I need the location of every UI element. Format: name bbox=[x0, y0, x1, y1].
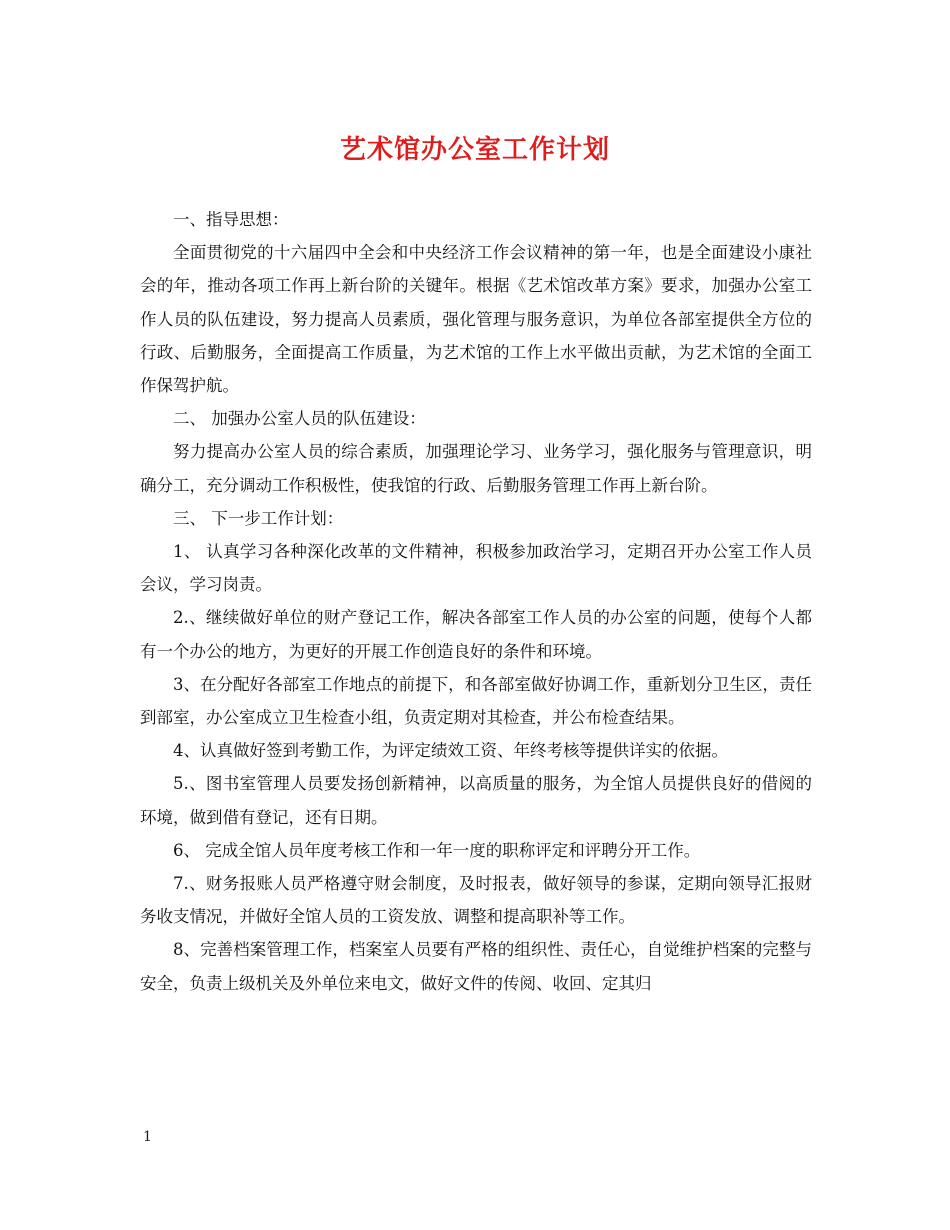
plan-item-7: 7.、财务报账人员严格遵守财会制度，及时报表，做好领导的参谋，定期向领导汇报财务收支情况，并做好全馆人员的工资发放、调整和提高职补等工作。 bbox=[140, 874, 812, 927]
document-body bbox=[140, 203, 812, 1000]
section-heading-work-plan: 三、 下一步工作计划： bbox=[173, 508, 344, 528]
document-title: 艺术馆办公室工作计划 bbox=[339, 135, 610, 165]
section-heading-team-building: 二、 加强办公室人员的队伍建设： bbox=[173, 409, 426, 429]
plan-item-4: 4、认真做好签到考勤工作，为评定绩效工资、年终考核等提供详实的依据。 bbox=[173, 741, 728, 761]
plan-item-2: 2.、继续做好单位的财产登记工作，解决各部室工作人员的办公室的问题，使每个人都有一个办公的地方，为更好的开展工作创造良好的条件和环境。 bbox=[140, 608, 812, 661]
plan-item-3: 3、在分配好各部室工作地点的前提下，和各部室做好协调工作，重新划分卫生区，责任到部室，办公室成立卫生检查小组，负责定期对其检查，并公布检查结果。 bbox=[140, 674, 812, 728]
paragraph-team-building: 努力提高办公室人员的综合素质，加强理论学习、业务学习，强化服务与管理意识，明确分工，充分调动工作积极性，使我馆的行政、后勤服务管理工作再上新台阶。 bbox=[140, 442, 812, 495]
plan-item-5: 5.、图书室管理人员要发扬创新精神，以高质量的服务，为全馆人员提供良好的借阅的环境，做到借有登记，还有日期。 bbox=[140, 774, 812, 827]
plan-item-1: 1、 认真学习各种深化改革的文件精神，积极参加政治学习，定期召开办公室工作人员会议，学习岗责。 bbox=[140, 542, 812, 595]
plan-item-8: 8、完善档案管理工作，档案室人员要有严格的组织性、责任心，自觉维护档案的完整与安全，负责上级机关及外单位来电文，做好文件的传阅、收回、定其归 bbox=[140, 940, 812, 993]
plan-item-6: 6、 完成全馆人员年度考核工作和一年一度的职称评定和评聘分开工作。 bbox=[173, 840, 701, 860]
paragraph-guiding-thought: 全面贯彻党的十六届四中全会和中央经济工作会议精神的第一年，也是全面建设小康社会的年，推动各项工作再上新台阶的关键年。根据《艺术馆改革方案》要求，加强办公室工作人员的队伍建设，努力提高人员素质，强化管理与服务意识，为单位各部室提供全方位的行政、后勤服务，全面提高工作质量，为艺术馆的工作上水平做出贡献，为艺术馆的全面工作保驾护航。 bbox=[140, 243, 812, 396]
section-heading-guiding-thought: 一、指导思想： bbox=[173, 210, 289, 229]
page-number: 1 bbox=[143, 1129, 152, 1145]
